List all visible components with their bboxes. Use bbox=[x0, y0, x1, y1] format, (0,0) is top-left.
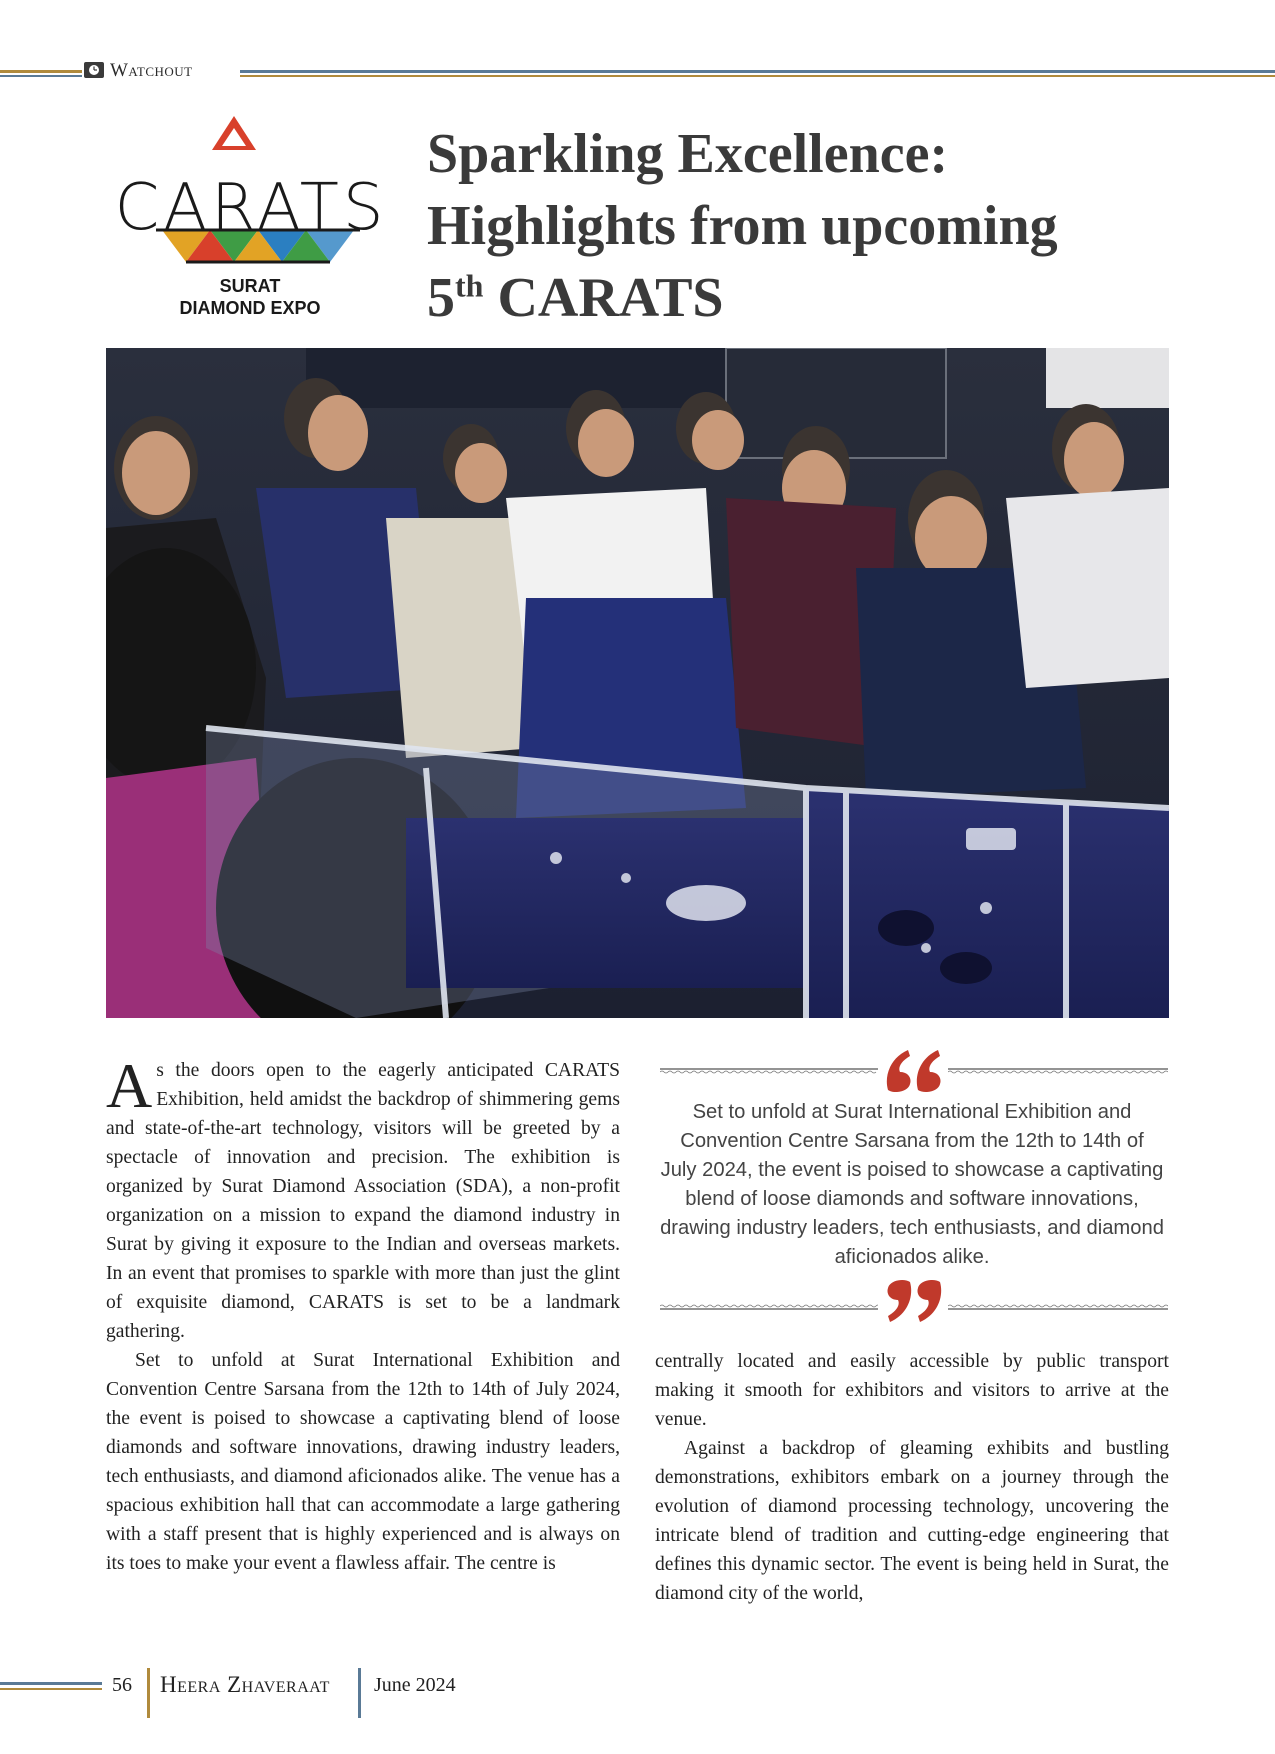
footer-divider-right bbox=[358, 1668, 361, 1718]
footer-rule bbox=[0, 1682, 102, 1685]
exhibition-photo bbox=[106, 348, 1169, 1018]
paragraph-intro bbox=[106, 1050, 620, 1346]
paragraph-exhibits: Against a backdrop of gleaming exhibits and bustling demonstrations, exhibitors embark on a journey through the evolution of diamond processing technology, uncovering the intricate blend of tradition and cutting-edge engineering that defines this dynamic sector. The event is being held in Surat, the diamond city of the world, bbox=[655, 1438, 1169, 1604]
header-rule-left bbox=[0, 70, 82, 73]
title-line-3-ordinal: th bbox=[455, 267, 484, 304]
page-number: 56 bbox=[112, 1674, 132, 1696]
header-rule-right bbox=[240, 70, 1275, 73]
article-title bbox=[427, 118, 1227, 334]
paragraph-venue: Set to unfold at Surat International Exhibition and Convention Centre Sarsana from the 12th to 14th of July 2024, the event is poised to showcase a captivating blend of loose diamonds and software innovations, drawing industry leaders, tech enthusiasts, and diamond aficionados alike. The venue has a spacious exhibition hall that can accommodate a large gathering with a staff present that is highly experienced and is always on its toes to make your event a flawless affair. The centre is bbox=[106, 1350, 620, 1574]
title-line-1: Sparkling Excellence: bbox=[427, 123, 949, 185]
logo-subtitle-surat: SURAT bbox=[219, 276, 281, 296]
header-rule-left-secondary bbox=[0, 75, 82, 77]
carats-logo bbox=[100, 112, 400, 322]
pullquote-rule-bottom-right bbox=[948, 1304, 1168, 1310]
close-quote-icon bbox=[884, 1280, 944, 1326]
paragraph-location: centrally located and easily accessible by public transport making it smooth for exhibitors and visitors to arrive at the venue. bbox=[655, 1351, 1169, 1430]
title-line-2: Highlights from upcoming bbox=[427, 195, 1058, 257]
pullquote-rule-top-left bbox=[660, 1068, 878, 1074]
pullquote-text: Set to unfold at Surat International Exhibition and Convention Centre Sarsana from the 12th to 14th of July 2024, the event is poised to showcase a captivating blend of loose diamonds and software innovations, drawing industry leaders, tech enthusiasts, and diamond aficionados alike. bbox=[660, 1101, 1164, 1268]
article-column-left bbox=[106, 1050, 620, 1578]
logo-wordmark: CARATS bbox=[114, 171, 388, 245]
section-label: Watchout bbox=[110, 60, 193, 81]
article-column-right bbox=[655, 1347, 1169, 1608]
logo-subtitle-expo: DIAMOND EXPO bbox=[179, 298, 321, 318]
title-line-3-rest: CARATS bbox=[483, 267, 724, 329]
pullquote-rule-top-right bbox=[948, 1068, 1168, 1074]
drop-cap: A bbox=[106, 1050, 153, 1121]
exhibition-photo-icon bbox=[106, 348, 1169, 1018]
pullquote-rule-bottom-left bbox=[660, 1304, 878, 1310]
magazine-name: Heera Zhaveraat bbox=[160, 1672, 330, 1697]
watch-icon bbox=[84, 62, 104, 78]
paragraph-intro-text: s the doors open to the eagerly anticipated CARATS Exhibition, held amidst the backdrop of shimmering gems and state-of-the-art technology, visitors will be greeted by a spectacle of innovation and precision. The exhibition is organized by Surat Diamond Association (SDA), a non-profit organization on a mission to expand the diamond industry in Surat by giving it exposure to the Indian and overseas markets. In an event that promises to sparkle with more than just the glint of exquisite diamond, CARATS is set to be a landmark gathering. bbox=[106, 1060, 620, 1342]
footer-rule-secondary bbox=[0, 1688, 102, 1690]
footer-divider-left bbox=[147, 1668, 150, 1718]
header-rule-right-secondary bbox=[240, 75, 1275, 77]
issue-date: June 2024 bbox=[374, 1674, 456, 1696]
open-quote-icon bbox=[884, 1046, 944, 1092]
title-line-3-number: 5 bbox=[427, 267, 455, 329]
